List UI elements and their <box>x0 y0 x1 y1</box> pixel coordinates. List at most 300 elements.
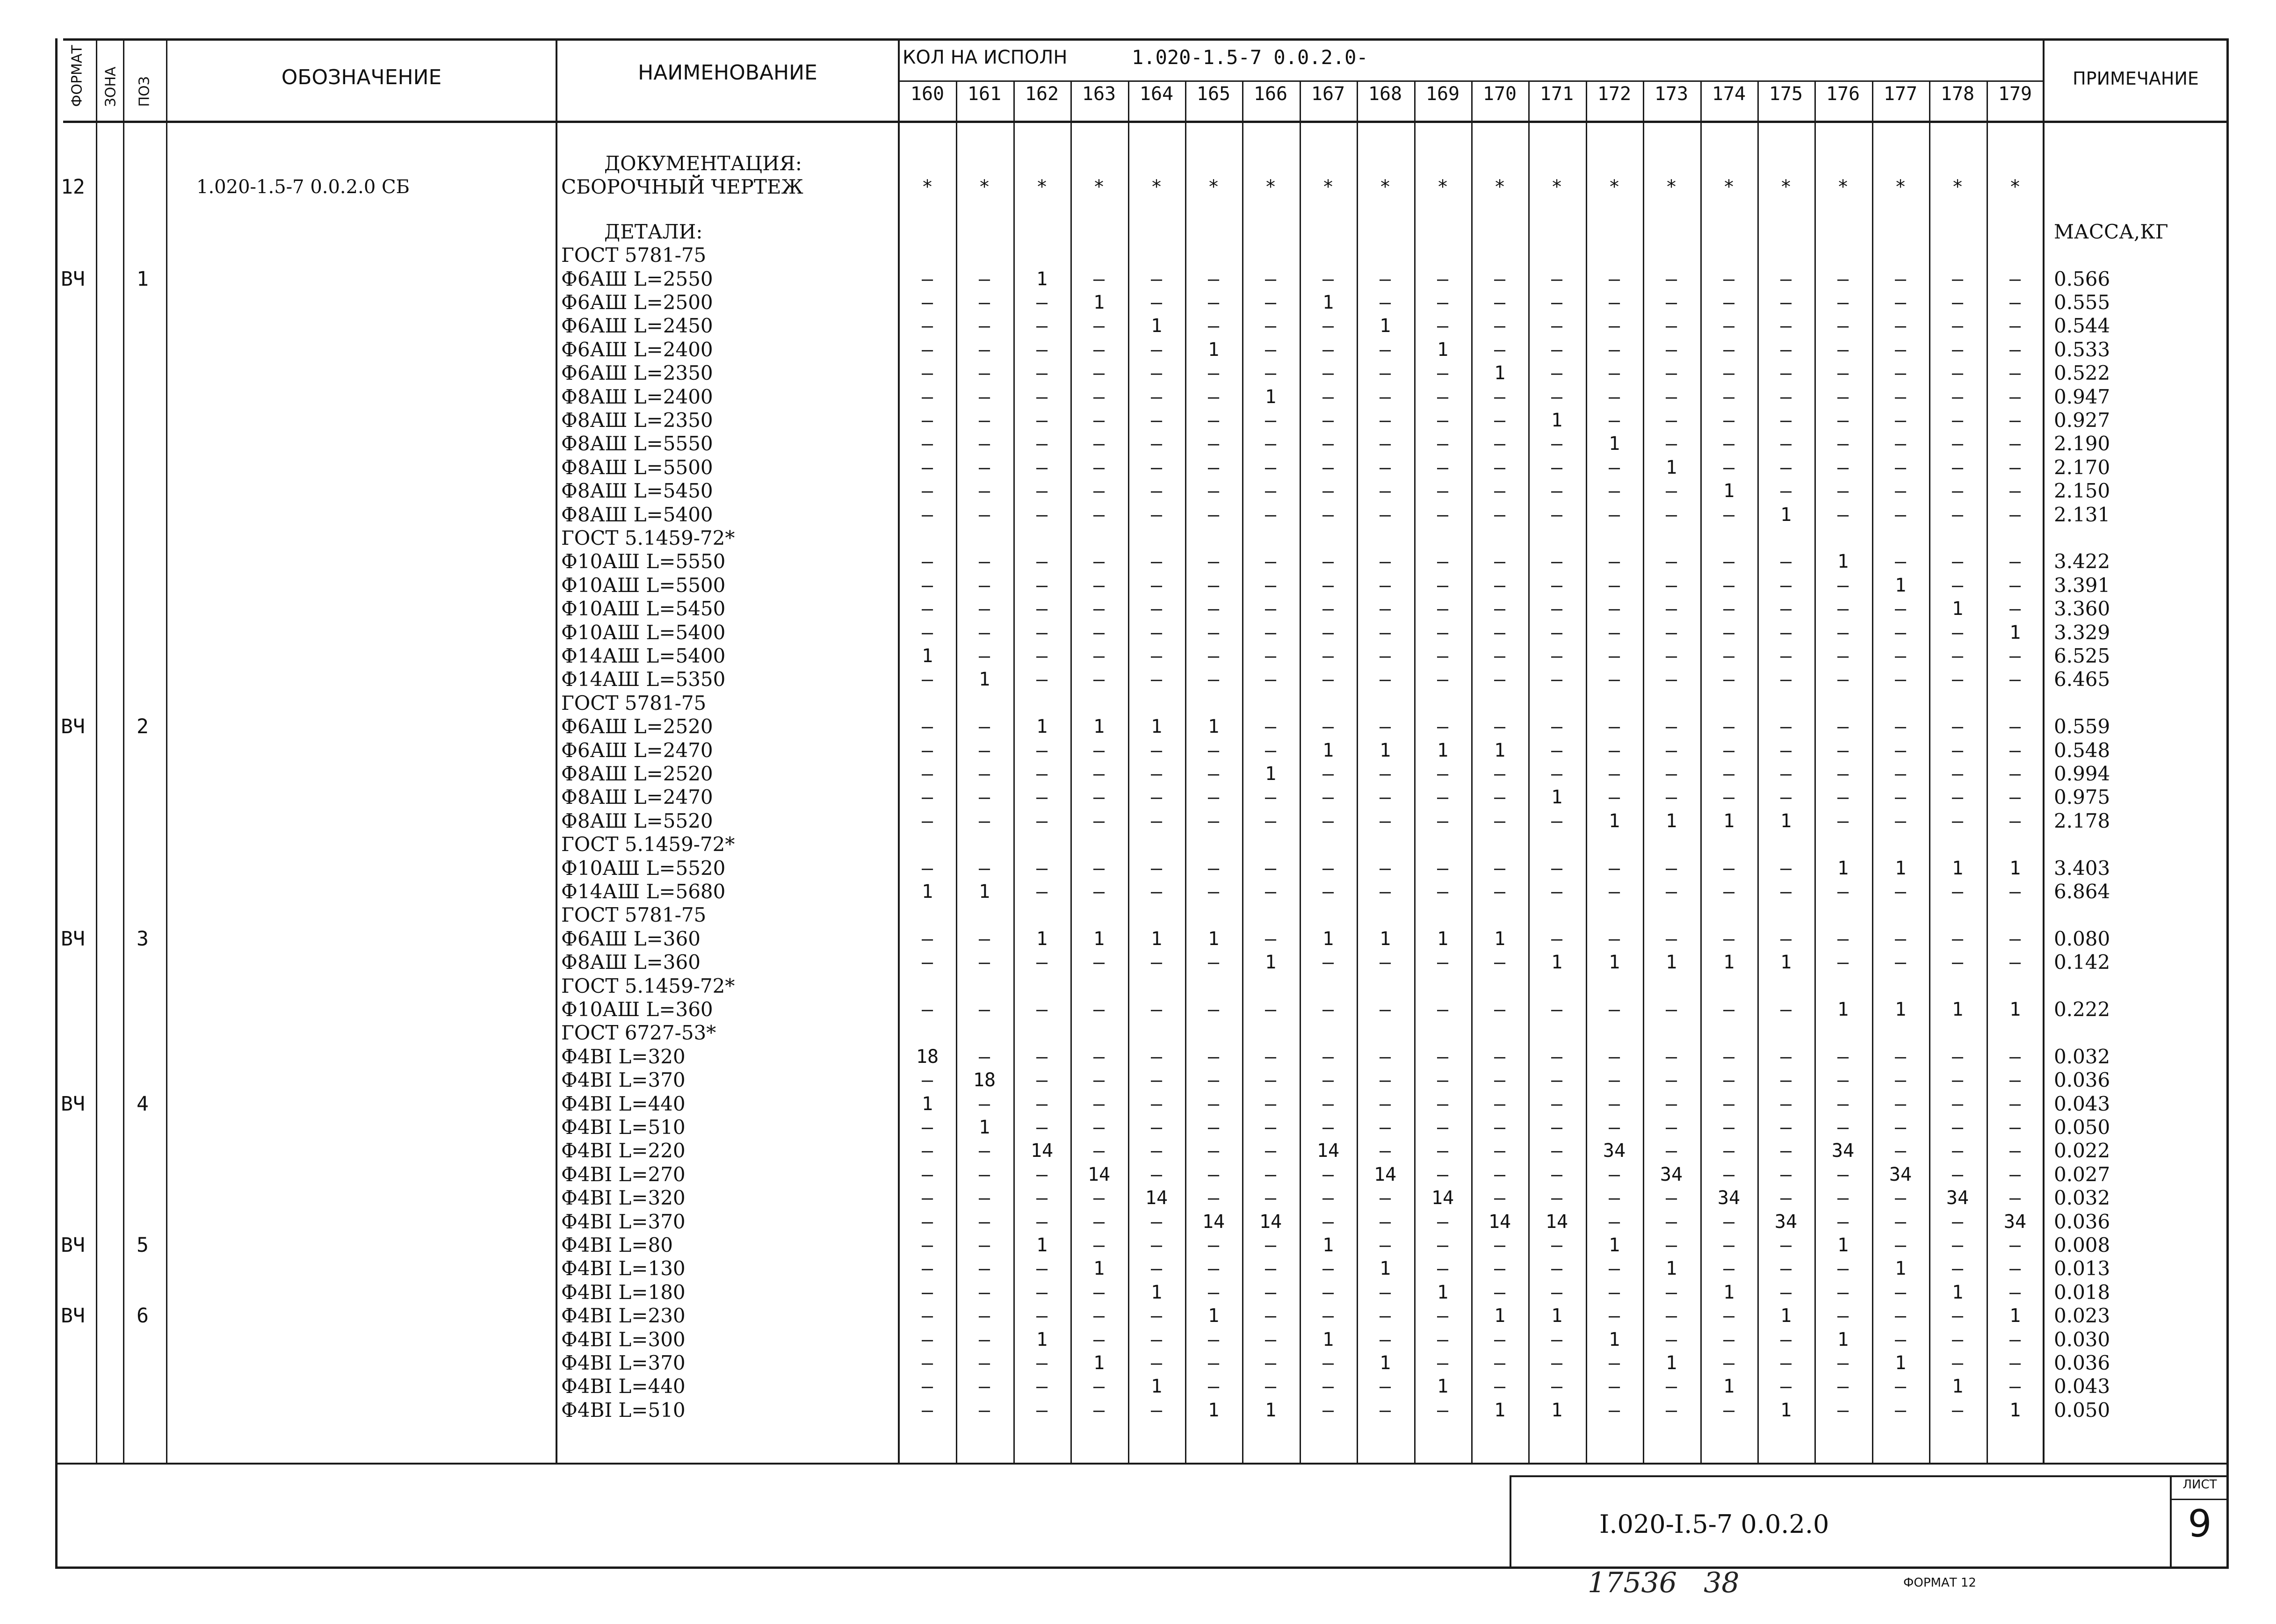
qty-cell: — <box>1264 315 1277 337</box>
row-name: Ф4ВI L=270 <box>561 1163 686 1186</box>
qty-cell: — <box>921 787 933 808</box>
qty-cell: — <box>1379 1234 1391 1256</box>
qty-cell: — <box>1608 1376 1620 1397</box>
qty-cell: — <box>1036 339 1048 361</box>
qty-cell: — <box>921 410 933 431</box>
qty-cell: — <box>1837 1305 1849 1327</box>
qty-cell: 1 <box>1551 410 1563 431</box>
qty-cell: — <box>921 1140 933 1162</box>
qty-cell: — <box>1723 575 1735 596</box>
qty-cell: — <box>1837 622 1849 643</box>
qty-cell: — <box>1322 787 1334 808</box>
qty-cell: 1 <box>1322 740 1334 761</box>
qty-cell: — <box>1093 881 1105 902</box>
qty-cell: — <box>1837 763 1849 785</box>
sheet-box-mid <box>2170 1499 2228 1500</box>
qty-cell: — <box>921 575 933 596</box>
qty-cell: — <box>1036 598 1048 620</box>
qty-cell: 34 <box>1889 1164 1912 1185</box>
qty-cell: — <box>1608 1164 1620 1185</box>
qty-cell: — <box>1894 810 1907 832</box>
qty-cell: — <box>1494 645 1506 667</box>
qty-cell: — <box>1494 1069 1506 1091</box>
qty-cell: — <box>978 716 990 737</box>
qty-cell: — <box>1780 1352 1792 1374</box>
qty-cell: — <box>1951 1329 1964 1350</box>
qty-cell: — <box>978 339 990 361</box>
qty-cell: 1 <box>1437 339 1449 361</box>
qty-cell: — <box>2009 1117 2021 1138</box>
qty-cell: 1 <box>1837 999 1849 1020</box>
qty-cell: — <box>1379 1140 1391 1162</box>
qty-cell: — <box>1379 810 1391 832</box>
qty-cell: — <box>2009 669 2021 690</box>
qty-cell: 34 <box>1831 1140 1855 1162</box>
qty-cell: — <box>1150 645 1163 667</box>
qty-cell: — <box>1379 1400 1391 1421</box>
qty-cell: — <box>1264 858 1277 879</box>
qty-cell: 1 <box>1494 928 1506 950</box>
qty-cell: — <box>978 999 990 1020</box>
qty-cell: — <box>1437 575 1449 596</box>
qty-cell: — <box>1608 551 1620 572</box>
row-name: Ф6АШ L=2450 <box>561 314 713 337</box>
qty-cell: — <box>1379 433 1391 455</box>
row-note: 0.013 <box>2054 1257 2110 1280</box>
qty-cell: — <box>1150 787 1163 808</box>
row-note: 2.190 <box>2054 432 2110 455</box>
qty-cell: 1 <box>1150 716 1163 737</box>
qty-cell: — <box>1894 622 1907 643</box>
qty-cell: — <box>1264 1117 1277 1138</box>
qty-cell: 1 <box>1551 1305 1563 1327</box>
qty-cell: 1 <box>1551 787 1563 808</box>
qty-cell: — <box>1379 1117 1391 1138</box>
qty-cell: — <box>1780 410 1792 431</box>
qty-cell: 1 <box>1894 575 1907 596</box>
qty-cell: — <box>1837 1164 1849 1185</box>
row-note: 0.027 <box>2054 1163 2110 1186</box>
qty-cell: — <box>1437 787 1449 808</box>
qty-cell: — <box>1264 1046 1277 1068</box>
qty-cell: 1 <box>921 1093 933 1115</box>
qty-cell: — <box>1437 1093 1449 1115</box>
qty-cell: — <box>1494 952 1506 973</box>
qty-cell: 1 <box>1036 1234 1048 1256</box>
qty-cell: — <box>1264 622 1277 643</box>
qty-cell: — <box>2009 645 2021 667</box>
qty-cell: — <box>1723 1046 1735 1068</box>
qty-cell: — <box>1723 716 1735 737</box>
qty-cell: — <box>1437 292 1449 313</box>
qty-cell: — <box>1723 669 1735 690</box>
qty-cell: — <box>1837 339 1849 361</box>
qty-cell: — <box>921 1211 933 1233</box>
row-position: 5 <box>137 1234 149 1257</box>
qty-cell: — <box>921 457 933 478</box>
row-name: Ф6АШ L=2500 <box>561 291 713 314</box>
qty-cell: — <box>1665 622 1677 643</box>
qty-cell: — <box>1551 1093 1563 1115</box>
qty-cell: * <box>1379 176 1391 198</box>
qty-cell: — <box>1665 1117 1677 1138</box>
row-note: 0.544 <box>2054 314 2110 337</box>
qty-cell: — <box>1437 268 1449 290</box>
qty-cell: — <box>1264 787 1277 808</box>
qty-cell: — <box>1951 1211 1964 1233</box>
qty-cell: — <box>1894 1069 1907 1091</box>
row-name: Ф6АШ L=2470 <box>561 739 713 762</box>
qty-cell: — <box>1207 669 1220 690</box>
qty-cell: — <box>1951 1352 1964 1374</box>
qty-cell: — <box>1894 1187 1907 1209</box>
qty-cell: — <box>921 763 933 785</box>
qty-cell: — <box>1608 1187 1620 1209</box>
qty-cell: 1 <box>1093 928 1105 950</box>
qty-cell: — <box>1264 1164 1277 1185</box>
qty-cell: — <box>1951 268 1964 290</box>
qty-cell: * <box>1322 176 1334 198</box>
qty-cell: — <box>1036 362 1048 384</box>
qty-cell: — <box>1150 999 1163 1020</box>
qty-cell: — <box>978 292 990 313</box>
qty-cell: — <box>1608 268 1620 290</box>
sheet-label: ЛИСТ <box>2182 1478 2217 1492</box>
qty-cell: — <box>1207 1329 1220 1350</box>
qty-cell: — <box>1093 1211 1105 1233</box>
qty-cell: — <box>1894 763 1907 785</box>
qty-cell: — <box>1551 480 1563 502</box>
qty-cell: — <box>1837 1282 1849 1303</box>
qty-cell: — <box>1036 1282 1048 1303</box>
qty-cell: — <box>1894 551 1907 572</box>
qty-cell: — <box>1608 410 1620 431</box>
qty-cell: 1 <box>1150 1376 1163 1397</box>
row-name: Ф4ВI L=510 <box>561 1116 686 1139</box>
qty-cell: — <box>1551 433 1563 455</box>
qty-cell: — <box>1665 669 1677 690</box>
row-note: МАССА,КГ <box>2054 220 2168 243</box>
qty-cell: — <box>1494 433 1506 455</box>
qty-cell: — <box>1150 480 1163 502</box>
row-note: 0.043 <box>2054 1092 2110 1115</box>
qty-cell: 34 <box>1946 1187 1969 1209</box>
qty-cell: — <box>2009 362 2021 384</box>
qty-cell: — <box>1551 1164 1563 1185</box>
qty-cell: 1 <box>1780 1305 1792 1327</box>
qty-cell: — <box>2009 1140 2021 1162</box>
qty-cell: — <box>1608 386 1620 408</box>
qty-cell: — <box>1894 716 1907 737</box>
qty-cell: — <box>1322 551 1334 572</box>
qty-cell: — <box>1264 1329 1277 1350</box>
qty-cell: 1 <box>1723 1282 1735 1303</box>
qty-cell: — <box>921 1400 933 1421</box>
qty-cell: — <box>1437 1069 1449 1091</box>
qty-cell: — <box>1494 999 1506 1020</box>
qty-cell: * <box>1608 176 1620 198</box>
qty-cell: — <box>1093 362 1105 384</box>
qty-cell: — <box>1494 268 1506 290</box>
qty-cell: — <box>1494 315 1506 337</box>
qty-cell: — <box>1608 787 1620 808</box>
qty-cell: — <box>1494 1282 1506 1303</box>
qty-cell: 1 <box>1150 1282 1163 1303</box>
qty-cell: — <box>1036 999 1048 1020</box>
qty-cell: — <box>921 740 933 761</box>
qty-cell: — <box>1894 645 1907 667</box>
qty-cell: — <box>1951 1046 1964 1068</box>
qty-cell: 1 <box>1379 740 1391 761</box>
row-note: 0.032 <box>2054 1045 2110 1068</box>
qty-cell: — <box>1951 881 1964 902</box>
header-zone: ЗОНА <box>102 66 119 107</box>
qty-cell: — <box>1437 1164 1449 1185</box>
row-name: Ф8АШ L=360 <box>561 951 701 974</box>
qty-cell: — <box>978 1164 990 1185</box>
qty-cell: — <box>1494 622 1506 643</box>
variant-header-164: 164 <box>1139 83 1174 105</box>
qty-cell: — <box>1894 433 1907 455</box>
qty-cell: — <box>1494 669 1506 690</box>
qty-cell: — <box>1264 362 1277 384</box>
qty-cell: 14 <box>1087 1164 1111 1185</box>
qty-cell: — <box>1608 1093 1620 1115</box>
qty-cell: 1 <box>1093 292 1105 313</box>
qty-cell: — <box>1150 386 1163 408</box>
row-note: 0.975 <box>2054 786 2110 808</box>
qty-cell: — <box>1150 1234 1163 1256</box>
qty-cell: — <box>1322 1164 1334 1185</box>
qty-cell: — <box>921 1282 933 1303</box>
qty-cell: — <box>1379 669 1391 690</box>
qty-cell: — <box>978 1093 990 1115</box>
qty-cell: — <box>1608 716 1620 737</box>
qty-cell: — <box>1379 622 1391 643</box>
qty-cell: 18 <box>973 1069 996 1091</box>
qty-cell: — <box>1036 433 1048 455</box>
qty-cell: — <box>1551 740 1563 761</box>
qty-cell: — <box>1264 999 1277 1020</box>
qty-cell: — <box>1951 1093 1964 1115</box>
variant-header-179: 179 <box>1998 83 2032 105</box>
qty-cell: — <box>1837 1069 1849 1091</box>
qty-cell: — <box>1837 669 1849 690</box>
row-name: Ф10АШ L=5500 <box>561 574 726 597</box>
row-note: 0.050 <box>2054 1116 2110 1139</box>
qty-cell: — <box>1494 1376 1506 1397</box>
qty-cell: — <box>1551 598 1563 620</box>
qty-cell: — <box>1437 952 1449 973</box>
qty-cell: — <box>1723 1258 1735 1279</box>
qty-cell: — <box>978 1187 990 1209</box>
qty-cell: 14 <box>1431 1187 1454 1209</box>
qty-cell: * <box>1207 176 1220 198</box>
qty-cell: — <box>1093 1329 1105 1350</box>
qty-cell: — <box>1207 810 1220 832</box>
qty-cell: — <box>1665 315 1677 337</box>
qty-cell: — <box>1894 1282 1907 1303</box>
qty-cell: — <box>1951 339 1964 361</box>
qty-cell: — <box>2009 480 2021 502</box>
qty-cell: — <box>1150 1352 1163 1374</box>
qty-cell: — <box>1723 763 1735 785</box>
qty-cell: 1 <box>1780 952 1792 973</box>
variant-header-170: 170 <box>1482 83 1517 105</box>
qty-cell: — <box>1551 1282 1563 1303</box>
qty-cell: — <box>978 1211 990 1233</box>
qty-cell: — <box>1437 504 1449 526</box>
row-name: Ф4ВI L=300 <box>561 1328 686 1351</box>
qty-cell: — <box>1551 457 1563 478</box>
qty-cell: 34 <box>1660 1164 1683 1185</box>
col-sep <box>96 38 97 1464</box>
qty-cell: — <box>1551 1258 1563 1279</box>
qty-cell: 14 <box>1316 1140 1340 1162</box>
qty-cell: — <box>1780 763 1792 785</box>
qty-cell: — <box>1207 645 1220 667</box>
qty-cell: — <box>1494 551 1506 572</box>
qty-cell: 1 <box>1036 1329 1048 1350</box>
qty-cell: — <box>1951 292 1964 313</box>
qty-cell: — <box>1264 410 1277 431</box>
qty-cell: — <box>1723 1234 1735 1256</box>
qty-cell: — <box>1608 999 1620 1020</box>
qty-cell: 14 <box>1545 1211 1568 1233</box>
qty-cell: — <box>1379 1187 1391 1209</box>
qty-cell: — <box>978 622 990 643</box>
qty-cell: — <box>1322 386 1334 408</box>
qty-cell: — <box>1207 952 1220 973</box>
qty-cell: — <box>1093 339 1105 361</box>
qty-cell: — <box>921 1305 933 1327</box>
qty-cell: — <box>1780 622 1792 643</box>
qty-cell: — <box>1780 292 1792 313</box>
qty-cell: — <box>1494 339 1506 361</box>
qty-cell: — <box>2009 1069 2021 1091</box>
qty-cell: — <box>1379 268 1391 290</box>
qty-cell: — <box>1780 858 1792 879</box>
qty-cell: — <box>1264 1258 1277 1279</box>
qty-cell: — <box>1093 1282 1105 1303</box>
qty-cell: — <box>1780 315 1792 337</box>
qty-cell: — <box>1437 433 1449 455</box>
row-name: Ф8АШ L=2520 <box>561 762 713 785</box>
row-name: Ф4ВI L=80 <box>561 1234 673 1256</box>
qty-cell: — <box>1837 716 1849 737</box>
row-name: Ф6АШ L=360 <box>561 927 701 950</box>
qty-cell: — <box>1608 669 1620 690</box>
qty-cell: — <box>1264 810 1277 832</box>
qty-cell: — <box>978 386 990 408</box>
qty-cell: — <box>2009 575 2021 596</box>
qty-cell: — <box>1322 1187 1334 1209</box>
qty-cell: — <box>1723 1093 1735 1115</box>
qty-cell: — <box>1264 292 1277 313</box>
qty-cell: — <box>1437 598 1449 620</box>
qty-cell: — <box>1264 1305 1277 1327</box>
qty-cell: — <box>1093 1140 1105 1162</box>
qty-cell: — <box>1437 1046 1449 1068</box>
qty-cell: — <box>1036 787 1048 808</box>
qty-cell: — <box>1951 1400 1964 1421</box>
qty-cell: 1 <box>1207 339 1220 361</box>
qty-cell: — <box>1494 1187 1506 1209</box>
qty-cell: — <box>1494 386 1506 408</box>
row-note: 3.391 <box>2054 574 2110 597</box>
qty-cell: — <box>978 433 990 455</box>
qty-cell: — <box>1780 740 1792 761</box>
qty-cell: — <box>2009 339 2021 361</box>
qty-cell: — <box>2009 1093 2021 1115</box>
row-name: Ф8АШ L=5520 <box>561 809 713 832</box>
qty-cell: — <box>1551 504 1563 526</box>
qty-cell: — <box>1093 787 1105 808</box>
qty-cell: 1 <box>1780 504 1792 526</box>
qty-cell: — <box>1837 787 1849 808</box>
qty-cell: — <box>978 575 990 596</box>
qty-cell: — <box>1093 551 1105 572</box>
qty-cell: 1 <box>1551 1400 1563 1421</box>
qty-cell: 1 <box>1837 858 1849 879</box>
qty-cell: 1 <box>2009 858 2021 879</box>
qty-cell: 1 <box>1837 1234 1849 1256</box>
qty-cell: — <box>1494 598 1506 620</box>
qty-cell: — <box>1093 622 1105 643</box>
qty-cell: — <box>1494 716 1506 737</box>
qty-cell: — <box>1837 928 1849 950</box>
qty-cell: — <box>921 598 933 620</box>
qty-cell: — <box>1894 457 1907 478</box>
variant-header-162: 162 <box>1025 83 1059 105</box>
qty-cell: — <box>1894 268 1907 290</box>
qty-cell: — <box>1837 362 1849 384</box>
qty-cell: — <box>1837 952 1849 973</box>
row-format: ВЧ <box>61 1234 85 1257</box>
row-note: 6.864 <box>2054 880 2110 903</box>
qty-cell: — <box>1780 1164 1792 1185</box>
row-note: 0.022 <box>2054 1139 2110 1162</box>
qty-cell: — <box>1379 410 1391 431</box>
row-note: 0.142 <box>2054 951 2110 974</box>
qty-cell: — <box>921 999 933 1020</box>
qty-cell: 1 <box>1322 1329 1334 1350</box>
qty-cell: — <box>1093 669 1105 690</box>
qty-cell: — <box>921 315 933 337</box>
qty-cell: — <box>1608 740 1620 761</box>
qty-cell: — <box>1665 1140 1677 1162</box>
qty-cell: — <box>1494 1093 1506 1115</box>
header-qty-code: 1.020-1.5-7 0.0.2.0- <box>1132 46 1368 69</box>
row-name: Ф10АШ L=5550 <box>561 550 726 573</box>
qty-cell: 1 <box>1723 810 1735 832</box>
qty-cell: * <box>1264 176 1277 198</box>
header-designation: ОБОЗНАЧЕНИЕ <box>281 65 442 89</box>
qty-cell: — <box>1494 763 1506 785</box>
qty-cell: — <box>1608 575 1620 596</box>
qty-cell: — <box>1264 551 1277 572</box>
qty-cell: — <box>1665 1282 1677 1303</box>
qty-cell: — <box>1093 740 1105 761</box>
qty-cell: — <box>1093 952 1105 973</box>
qty-cell: 1 <box>1551 952 1563 973</box>
qty-cell: — <box>1894 1093 1907 1115</box>
qty-cell: — <box>1665 1187 1677 1209</box>
qty-cell: — <box>1551 1140 1563 1162</box>
qty-cell: 18 <box>916 1046 939 1068</box>
qty-cell: 14 <box>1145 1187 1168 1209</box>
row-name: Ф8АШ L=2400 <box>561 385 713 408</box>
